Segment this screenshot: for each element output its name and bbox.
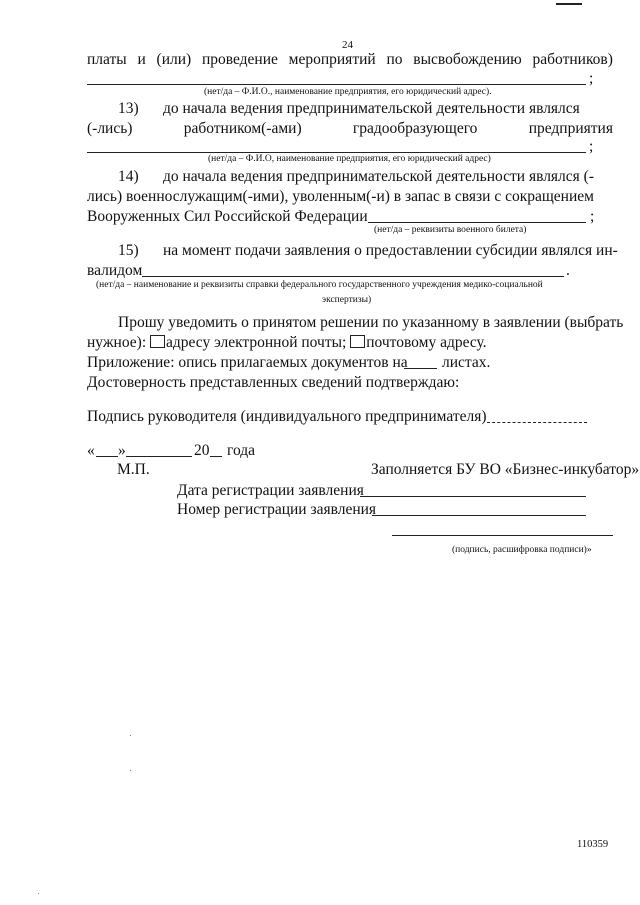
item14-line3: Вооруженных Сил Российской Федерации (87, 208, 368, 225)
stamp-label: М.П. (117, 461, 150, 478)
post-option-checkbox[interactable] (350, 335, 365, 348)
email-option-checkbox[interactable] (150, 335, 165, 348)
item14-fill-line[interactable] (368, 222, 586, 223)
signature-label: Подпись руководителя (индивидуального предпринимателя) (87, 408, 487, 425)
item15-line1: на момент подачи заявления о предоставлении субсидии являлся ин- (163, 242, 618, 259)
scan-speck (38, 893, 39, 894)
page-number: 24 (342, 39, 353, 51)
incubator-signature-line[interactable] (392, 535, 613, 536)
date-open-quote: « (87, 442, 95, 459)
date-year-suffix: года (227, 442, 256, 459)
reg-date-line[interactable] (360, 496, 586, 497)
scan-speck (130, 735, 131, 736)
item15-hint-2: экспертизы) (322, 295, 372, 305)
item15-line2: валидом (87, 262, 143, 279)
continuation-hint: (нет/да – Ф.И.О., наименование предприятия, его юридический адрес). (204, 87, 492, 97)
notify-line2 (87, 334, 487, 352)
continuation-text: платы и (или) проведение мероприятий по высвобождению работников) (87, 51, 613, 68)
continuation-fill-line[interactable] (87, 84, 586, 85)
item13-number: 13) (118, 100, 139, 117)
date-month-line[interactable] (126, 456, 192, 457)
item13-line1: до начала ведения предпринимательской деятельности являлся (163, 100, 580, 117)
confirm-text: Достоверность представленных сведений подтверждаю: (87, 374, 460, 391)
signature-line[interactable] (487, 422, 587, 423)
notify-line1: Прошу уведомить о принятом решении по указанному в заявлении (выбрать (118, 314, 624, 331)
date-close-quote: » (118, 442, 126, 459)
continuation-end: ; (589, 70, 594, 87)
item14-end: ; (590, 208, 595, 225)
item15-number: 15) (118, 242, 139, 259)
item14-line2: лись) военнослужащим(-ими), уволенным(-и) в запас в связи с сокращением (87, 188, 594, 205)
reg-date-label: Дата регистрации заявления (177, 482, 364, 499)
email-option-label: адресу электронной почты; (166, 334, 347, 351)
scan-speck (130, 770, 131, 771)
item14-hint: (нет/да – реквизиты военного билета) (374, 225, 527, 235)
attachment-suffix: листах. (442, 354, 491, 371)
item15-fill-line[interactable] (142, 276, 564, 277)
item13-end: ; (589, 138, 594, 155)
post-option-label: почтовому адресу. (366, 334, 487, 351)
scan-edge-mark (556, 3, 582, 5)
notify-prefix: нужное): (87, 334, 147, 351)
item13-line2: (-лись) работником(-ами) градообразующего предприятия (87, 120, 613, 137)
reg-number-label: Номер регистрации заявления (177, 501, 377, 518)
attachment-prefix: Приложение: опись прилагаемых документов на (87, 354, 408, 371)
date-year-prefix: 20 (194, 442, 210, 459)
item14-number: 14) (118, 168, 139, 185)
document-code: 110359 (577, 839, 609, 850)
item13-hint: (нет/да – Ф.И.О, наименование предприятия, его юридический адрес) (208, 154, 491, 164)
item13-fill-line[interactable] (87, 152, 586, 153)
date-day-line[interactable] (96, 456, 118, 457)
item14-line1: до начала ведения предпринимательской деятельности являлся (- (163, 168, 595, 185)
item15-hint-1: (нет/да – наименование и реквизиты справки федерального государственного учреждения медико-социальной (96, 280, 543, 290)
incubator-sign-hint: (подпись, расшифровка подписи)» (452, 545, 592, 555)
incubator-title: Заполняется БУ ВО «Бизнес-инкубатор» (371, 461, 640, 478)
item15-end: . (566, 262, 570, 279)
date-year-line[interactable] (210, 456, 222, 457)
attachment-pages-line[interactable] (404, 368, 437, 369)
reg-number-line[interactable] (372, 515, 586, 516)
